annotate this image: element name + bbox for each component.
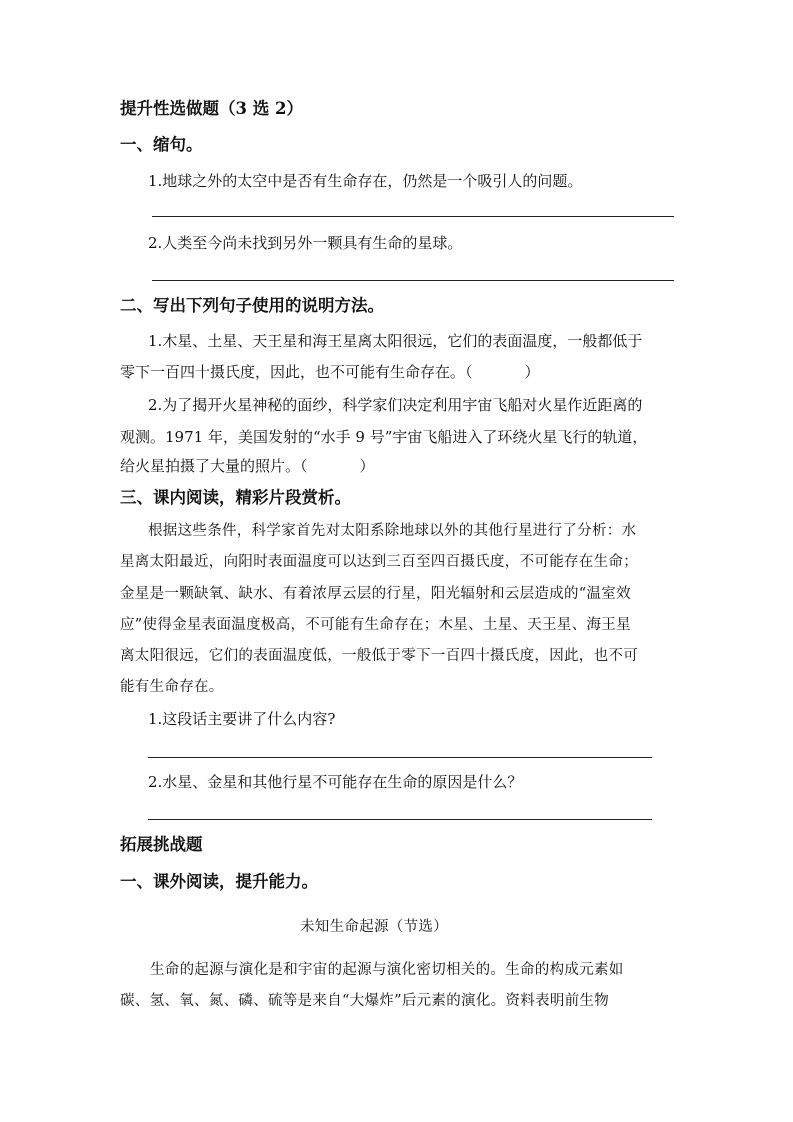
- article-line: 碳、氢、氧、氮、磷、硫等是来自“大爆炸”后元素的演化。资料表明前生物: [120, 993, 610, 1009]
- section-title-challenge: 拓展挑战题: [120, 835, 203, 854]
- answer-line-3-1[interactable]: [148, 757, 652, 758]
- answer-line-3-2[interactable]: [148, 819, 652, 820]
- passage-line: 应”使得金星表面温度极高，不可能有生命存在；木星、土星、天王星、海王星: [120, 617, 631, 633]
- question-2-2-line2: 观测。1971 年，美国发射的“水手 9 号”宇宙飞船进入了环绕火星飞行的轨道，: [120, 428, 648, 446]
- heading-shorten-sentences: 一、缩句。: [120, 135, 203, 154]
- article-title: 未知生命起源（节选）: [300, 919, 448, 935]
- answer-line-1-1[interactable]: [152, 216, 674, 217]
- answer-line-1-2[interactable]: [152, 280, 674, 281]
- close-paren: ）: [524, 363, 540, 381]
- question-1-2: 2.人类至今尚未找到另外一颗具有生命的星球。: [148, 234, 463, 252]
- heading-extracurricular-reading: 一、课外阅读，提升能力。: [120, 872, 318, 891]
- question-3-1: 1.这段话主要讲了什么内容?: [148, 710, 336, 728]
- passage-line: 金星是一颗缺氧、缺水、有着浓厚云层的行星，阳光辐射和云层造成的“温室效: [120, 586, 631, 602]
- passage-line: 星离太阳最近，向阳时表面温度可以达到三百至四百摄氏度，不可能存在生命；: [120, 554, 638, 570]
- question-2-2-line3: [120, 456, 375, 476]
- question-2-1-line1: 1.木星、土星、天王星和海王星离太阳很远，它们的表面温度，一般都低于: [148, 332, 643, 350]
- heading-explanation-methods: 二、写出下列句子使用的说明方法。: [120, 296, 384, 315]
- passage-line: 根据这些条件，科学家首先对太阳系除地球以外的其他行星进行了分析：水: [148, 523, 637, 539]
- section-title-advanced: 提升性选做题（3 选 2）: [120, 99, 303, 118]
- close-paren: ）: [359, 457, 375, 475]
- question-3-2: 2.水星、金星和其他行星不可能存在生命的原因是什么？: [148, 773, 523, 791]
- article-line: 生命的起源与演化是和宇宙的起源与演化密切相关的。生命的构成元素如: [150, 962, 624, 978]
- question-2-1-text: 零下一百四十摄氏度，因此，也不可能有生命存在。（: [120, 363, 473, 381]
- heading-reading-appreciation: 三、课内阅读，精彩片段赏析。: [120, 488, 351, 507]
- question-2-1-line2: [120, 362, 540, 382]
- passage-line: 能有生命存在。: [120, 679, 224, 695]
- question-2-2-line1: 2.为了揭开火星神秘的面纱，科学家们决定利用宇宙飞船对火星作近距离的: [148, 396, 643, 414]
- question-2-2-text: 给火星拍摄了大量的照片。（: [120, 457, 308, 475]
- passage-line: 离太阳很远，它们的表面温度低，一般低于零下一百四十摄氏度，因此，也不可: [120, 648, 638, 664]
- question-1-1: 1.地球之外的太空中是否有生命存在，仍然是一个吸引人的问题。: [148, 172, 583, 190]
